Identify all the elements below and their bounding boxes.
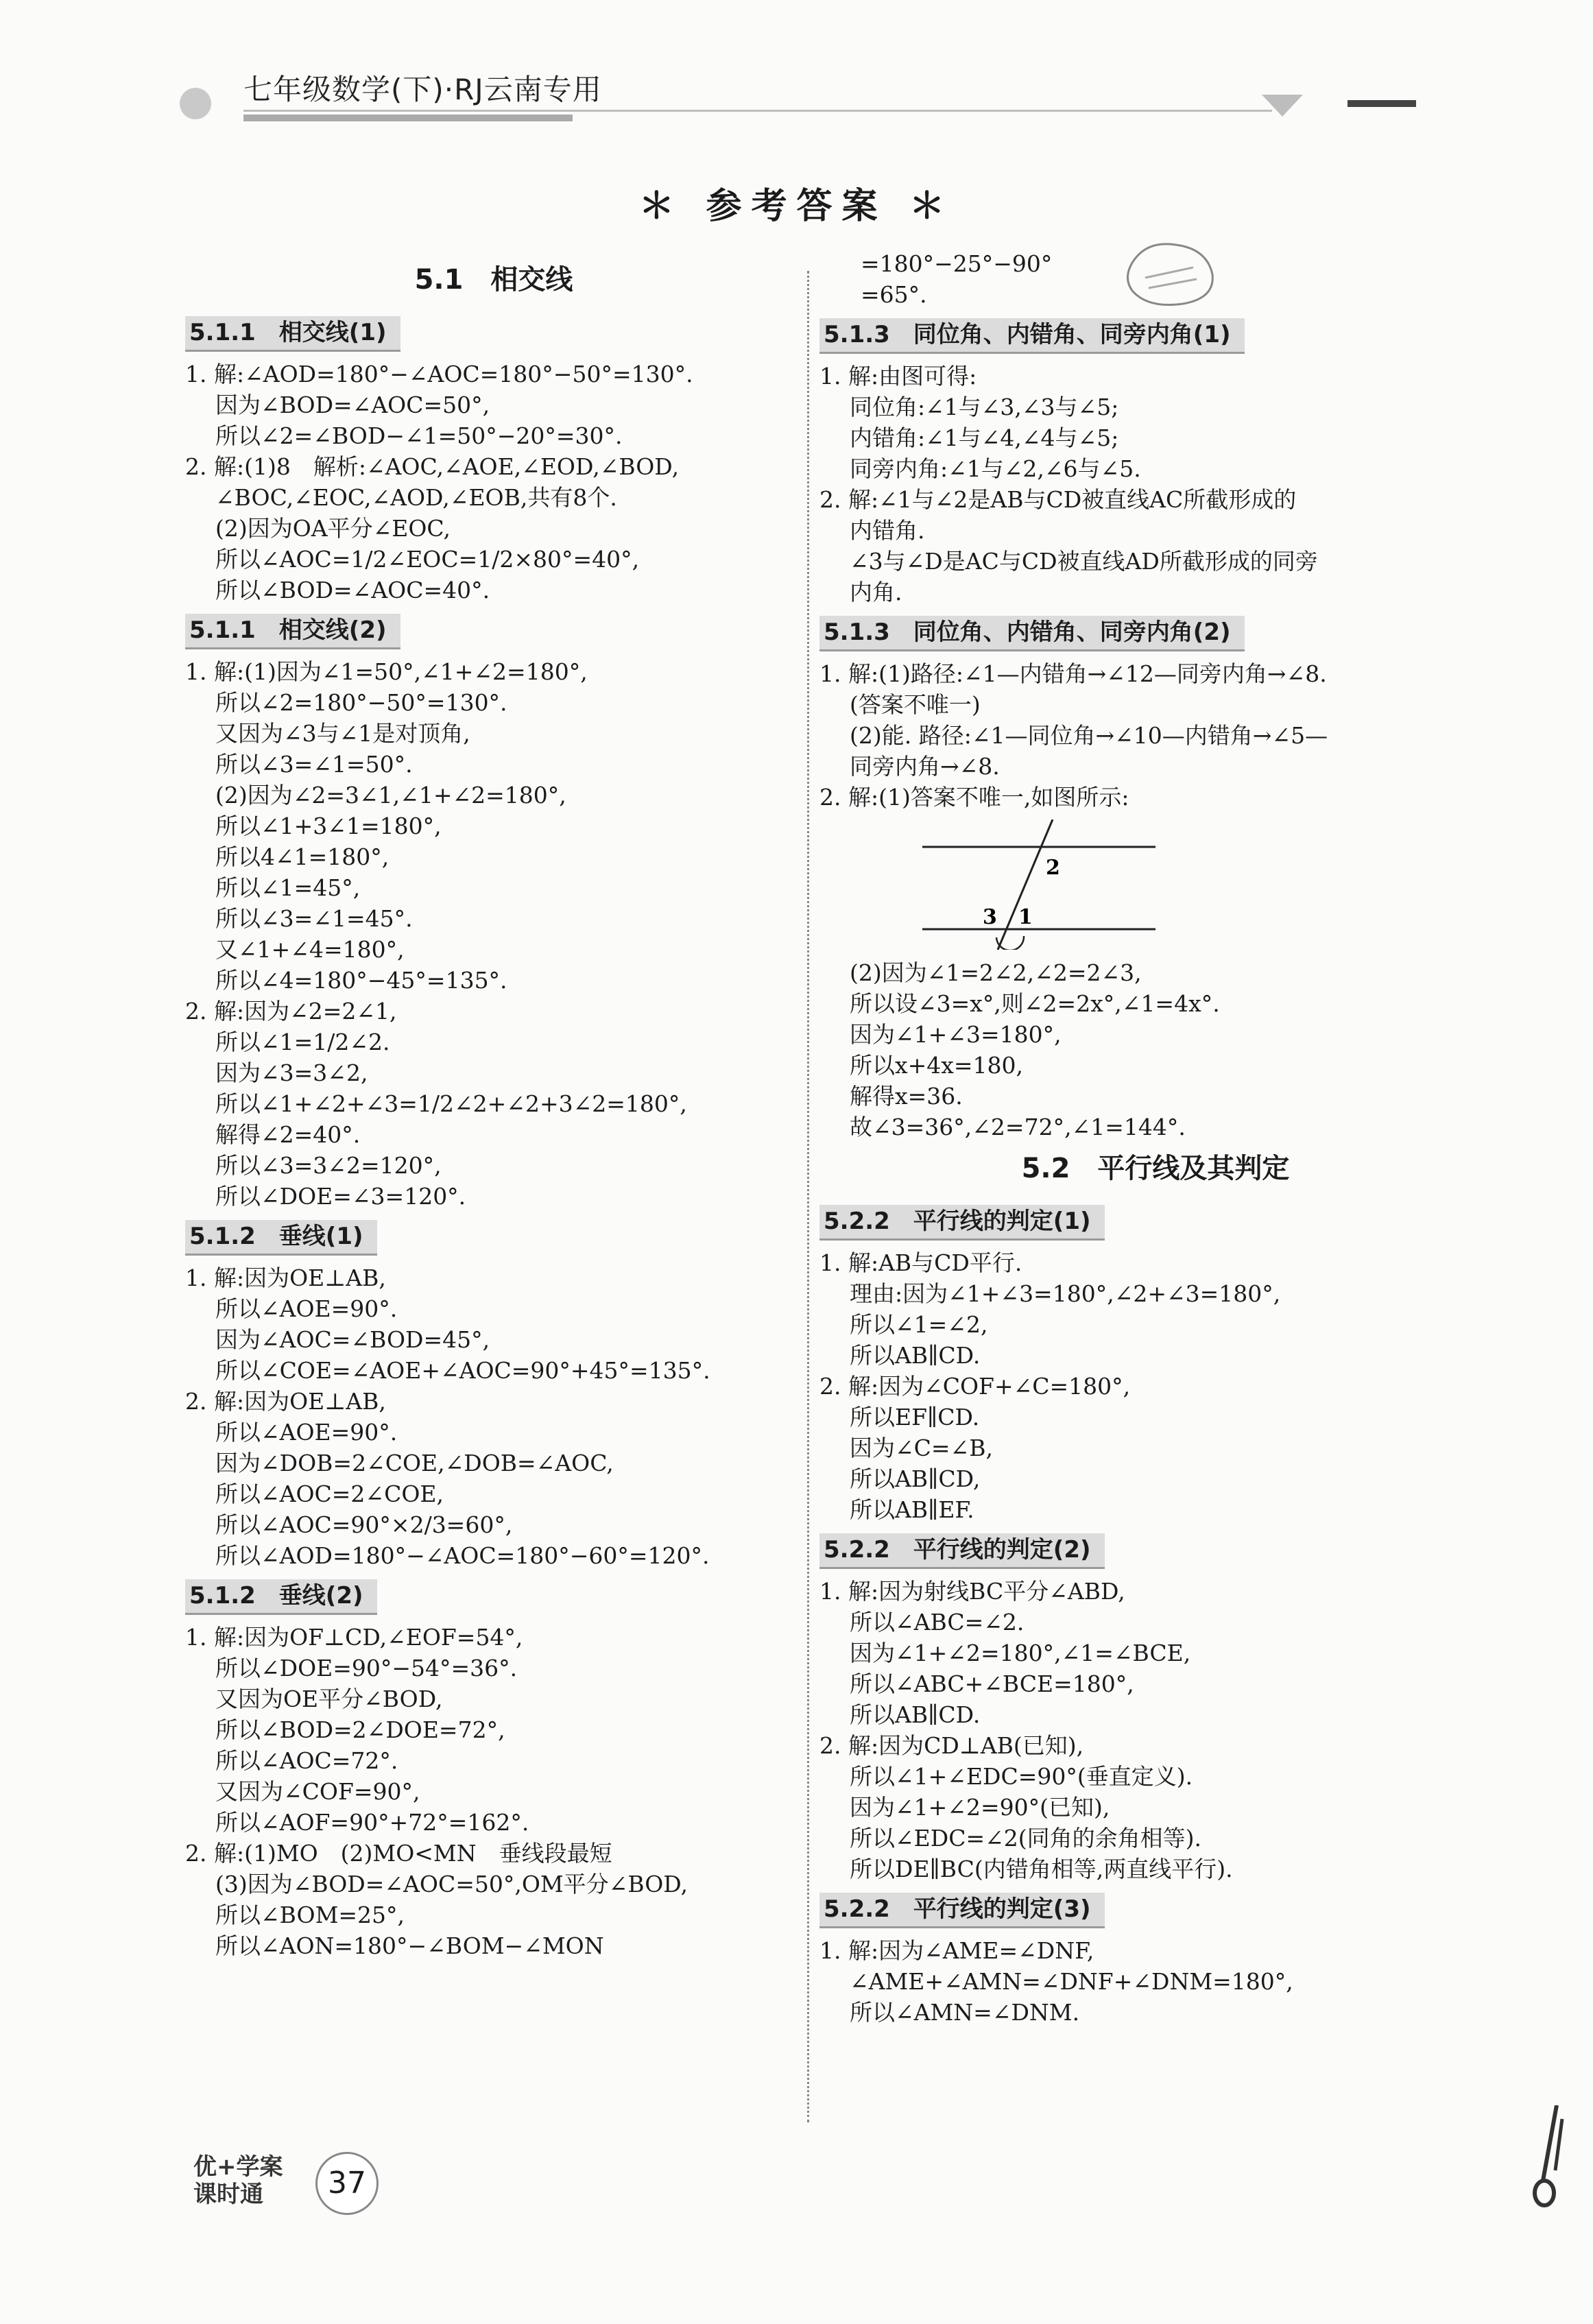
answer-line: 所以∠BOD=∠AOC=40°. — [215, 577, 490, 603]
answer-line: 所以∠COE=∠AOE+∠AOC=90°+45°=135°. — [215, 1357, 710, 1384]
section-heading: 5.1.1 相交线(2) — [185, 614, 400, 649]
answer-line: 解得x=36. — [850, 1083, 963, 1110]
logo-line-2: 课时通 — [193, 2181, 263, 2208]
answer-line: 2. 解:∠1与∠2是AB与CD被直线AC所截形成的 — [819, 486, 1297, 513]
answer-line: 1. 解:因为∠AME=∠DNF, — [819, 1937, 1094, 1964]
title-mark-right: ＊ — [909, 186, 955, 227]
page-title — [0, 177, 1593, 228]
page-header — [0, 0, 1593, 137]
answer-line: 1. 解:因为OE⊥AB, — [185, 1265, 386, 1291]
answer-line: 故∠3=36°,∠2=72°,∠1=144°. — [850, 1114, 1186, 1140]
answer-line: (2)因为∠1=2∠2,∠2=2∠3, — [850, 959, 1142, 986]
answer-line: =65°. — [861, 281, 927, 308]
answer-line: 所以∠1+3∠1=180°, — [215, 813, 442, 839]
section-heading: 5.2.2 平行线的判定(1) — [819, 1205, 1105, 1241]
answer-line: 因为∠BOD=∠AOC=50°, — [215, 392, 490, 418]
angle-label-3: 3 — [983, 905, 997, 929]
brand-logo — [193, 2153, 283, 2208]
section-heading: 5.1.3 同位角、内错角、同旁内角(2) — [819, 616, 1245, 651]
section-heading: 5.1.2 垂线(1) — [185, 1220, 377, 1256]
answer-line: 同旁内角→∠8. — [850, 753, 1000, 780]
right-column — [819, 250, 1437, 2028]
answer-line: 2. 解:因为OE⊥AB, — [185, 1388, 386, 1415]
answer-line: 又因为∠COF=90°, — [215, 1778, 420, 1805]
answer-line: 因为∠C=∠B, — [850, 1435, 993, 1461]
answer-line: 所以∠AOE=90°. — [215, 1295, 398, 1322]
answer-line: 2. 解:因为∠2=2∠1, — [185, 998, 397, 1025]
angle-label-2: 2 — [1046, 856, 1060, 880]
answer-block — [185, 656, 802, 1212]
answer-line: 因为∠1+∠2=90°(已知), — [850, 1794, 1110, 1821]
answer-block — [185, 1262, 802, 1571]
section-heading: 5.2.2 平行线的判定(3) — [819, 1893, 1105, 1928]
answer-line: 2. 解:(1)8 解析:∠AOC,∠AOE,∠EOD,∠BOD, — [185, 453, 680, 480]
answer-line: 所以AB∥CD, — [850, 1465, 981, 1492]
chapter-heading: 5.1 相交线 — [414, 264, 573, 296]
answer-line: 2. 解:因为CD⊥AB(已知), — [819, 1732, 1084, 1759]
answer-line: ∠BOC,∠EOC,∠AOD,∠EOB,共有8个. — [215, 484, 617, 511]
answer-line: 所以∠1=∠2, — [850, 1311, 988, 1338]
answer-line: (2)因为OA平分∠EOC, — [215, 515, 451, 542]
answer-line: 所以∠1+∠2+∠3=1/2∠2+∠2+3∠2=180°, — [215, 1090, 687, 1117]
answer-line: 1. 解:∠AOD=180°−∠AOC=180°−50°=130°. — [185, 361, 693, 387]
answer-line: 1. 解:因为射线BC平分∠ABD, — [819, 1578, 1125, 1605]
answer-line: 所以∠DOE=∠3=120°. — [215, 1183, 466, 1210]
answer-line: 因为∠AOC=∠BOD=45°, — [215, 1326, 490, 1353]
answer-line: 所以∠BOD=2∠DOE=72°, — [215, 1716, 505, 1743]
answer-line: 因为∠1+∠3=180°, — [850, 1021, 1062, 1048]
page-number: 37 — [315, 2152, 379, 2215]
header-rule-dark — [1348, 100, 1416, 107]
answer-line: 内角. — [850, 579, 902, 606]
answer-line: 因为∠DOB=2∠COE,∠DOB=∠AOC, — [215, 1450, 614, 1476]
answer-line: 所以∠EDC=∠2(同角的余角相等). — [850, 1825, 1201, 1852]
left-column — [185, 254, 802, 1961]
angle-label-1: 1 — [1018, 905, 1033, 929]
column-divider — [807, 271, 809, 2122]
answer-line: 所以∠AOC=1/2∠EOC=1/2×80°=40°, — [215, 546, 640, 573]
section-heading: 5.1.3 同位角、内错角、同旁内角(1) — [819, 318, 1245, 354]
answer-line: ∠AME+∠AMN=∠DNF+∠DNM=180°, — [850, 1968, 1293, 1995]
section-heading: 5.1.1 相交线(1) — [185, 316, 400, 352]
answer-line: 所以∠1=1/2∠2. — [215, 1029, 390, 1055]
answer-line: 所以x+4x=180, — [850, 1052, 1023, 1079]
answer-line: 2. 解:(1)MO (2)MO<MN 垂线段最短 — [185, 1840, 612, 1867]
title-mark-left: ＊ — [638, 186, 684, 227]
header-title: 七年级数学(下)·RJ云南专用 — [243, 73, 602, 106]
answer-line: ∠3与∠D是AC与CD被直线AD所截形成的同旁 — [850, 548, 1318, 575]
answer-line: 所以∠AOD=180°−∠AOC=180°−60°=120°. — [215, 1542, 710, 1569]
scissors-icon — [1529, 2105, 1570, 2208]
answer-line: 所以∠AOC=90°×2/3=60°, — [215, 1511, 513, 1538]
answer-block — [819, 1576, 1437, 1884]
answer-line: (2)因为∠2=3∠1,∠1+∠2=180°, — [215, 782, 566, 808]
section-heading: 5.1.2 垂线(2) — [185, 1579, 377, 1615]
answer-line: 所以AB∥CD. — [850, 1701, 981, 1728]
answer-line: 所以4∠1=180°, — [215, 843, 390, 870]
answer-line: 2. 解:(1)答案不唯一,如图所示: — [819, 784, 1129, 811]
answer-line: 因为∠3=3∠2, — [215, 1059, 368, 1086]
parallel-lines-figure — [909, 819, 1197, 950]
header-rule — [243, 110, 1272, 112]
title-text: 参考答案 — [706, 186, 887, 227]
answer-line: 所以AB∥EF. — [850, 1496, 974, 1523]
answer-block — [185, 359, 802, 606]
chapter-heading: 5.2 平行线及其判定 — [1021, 1153, 1290, 1184]
answer-line: 所以∠ABC+∠BCE=180°, — [850, 1670, 1134, 1697]
answer-line: 所以∠AOC=2∠COE, — [215, 1481, 444, 1507]
answer-line: 所以DE∥BC(内错角相等,两直线平行). — [850, 1856, 1233, 1882]
answer-line: 所以EF∥CD. — [850, 1404, 980, 1430]
answer-line: 同旁内角:∠1与∠2,∠6与∠5. — [850, 455, 1141, 482]
answer-line: 又因为OE平分∠BOD, — [215, 1686, 443, 1712]
section-heading: 5.2.2 平行线的判定(2) — [819, 1533, 1105, 1569]
answer-line: 1. 解:AB与CD平行. — [819, 1249, 1022, 1276]
answer-line: 所以∠AOF=90°+72°=162°. — [215, 1809, 529, 1836]
answer-line: 2. 解:因为∠COF+∠C=180°, — [819, 1373, 1131, 1400]
answer-line: 内错角:∠1与∠4,∠4与∠5; — [850, 424, 1119, 451]
answer-line: 又∠1+∠4=180°, — [215, 936, 405, 963]
answer-line: 所以AB∥CD. — [850, 1342, 981, 1369]
header-rule-accent — [243, 115, 573, 121]
answer-line: 内错角. — [850, 517, 925, 544]
answer-line: 1. 解:(1)路径:∠1—内错角→∠12—同旁内角→∠8. — [819, 660, 1327, 687]
answer-line: 所以∠3=∠1=45°. — [215, 905, 413, 932]
answer-line: 又因为∠3与∠1是对顶角, — [215, 720, 470, 747]
answer-line: 所以∠AON=180°−∠BOM−∠MON — [215, 1932, 604, 1959]
answer-line: 同位角:∠1与∠3,∠3与∠5; — [850, 394, 1119, 420]
answer-line: 所以∠3=∠1=50°. — [215, 751, 413, 778]
answer-line: 所以∠AOC=72°. — [215, 1747, 398, 1774]
answer-line: 所以∠2=∠BOD−∠1=50°−20°=30°. — [215, 422, 623, 449]
answer-line: 所以∠2=180°−50°=130°. — [215, 689, 507, 716]
answer-line: 理由:因为∠1+∠3=180°,∠2+∠3=180°, — [850, 1280, 1281, 1307]
logo-line-1: 优+学案 — [193, 2153, 283, 2181]
answer-line: 1. 解:因为OF⊥CD,∠EOF=54°, — [185, 1624, 523, 1651]
answer-block — [819, 658, 1437, 1142]
answer-line: 解得∠2=40°. — [215, 1121, 361, 1148]
answer-line: 所以∠1=45°, — [215, 874, 361, 901]
header-notch — [1262, 95, 1303, 117]
answer-block — [819, 1247, 1437, 1525]
answer-line: 所以∠ABC=∠2. — [850, 1609, 1025, 1636]
answer-block — [819, 1935, 1437, 2028]
header-dot — [180, 88, 211, 119]
answer-line: 1. 解:(1)因为∠1=50°,∠1+∠2=180°, — [185, 658, 588, 685]
answer-line: 所以∠AMN=∠DNM. — [850, 1999, 1080, 2026]
answer-line: =180°−25°−90° — [861, 250, 1053, 277]
answer-line: 因为∠1+∠2=180°,∠1=∠BCE, — [850, 1640, 1191, 1666]
answer-line: 所以∠4=180°−45°=135°. — [215, 967, 507, 994]
answer-line: (3)因为∠BOD=∠AOC=50°,OM平分∠BOD, — [215, 1871, 688, 1897]
answer-line: 所以∠3=3∠2=120°, — [215, 1152, 442, 1179]
answer-line: 所以∠AOE=90°. — [215, 1419, 398, 1446]
answer-line: 所以设∠3=x°,则∠2=2x°,∠1=4x°. — [850, 990, 1220, 1017]
answer-block — [819, 361, 1437, 608]
answer-line: (答案不唯一) — [850, 691, 981, 718]
answer-line: 所以∠BOM=25°, — [215, 1902, 405, 1928]
answer-block — [185, 1622, 802, 1961]
answer-line: 所以∠DOE=90°−54°=36°. — [215, 1655, 518, 1681]
answer-line: 1. 解:由图可得: — [819, 363, 977, 390]
answer-line: 所以∠1+∠EDC=90°(垂直定义). — [850, 1763, 1193, 1790]
answer-line: (2)能. 路径:∠1—同位角→∠10—内错角→∠5— — [850, 722, 1328, 749]
